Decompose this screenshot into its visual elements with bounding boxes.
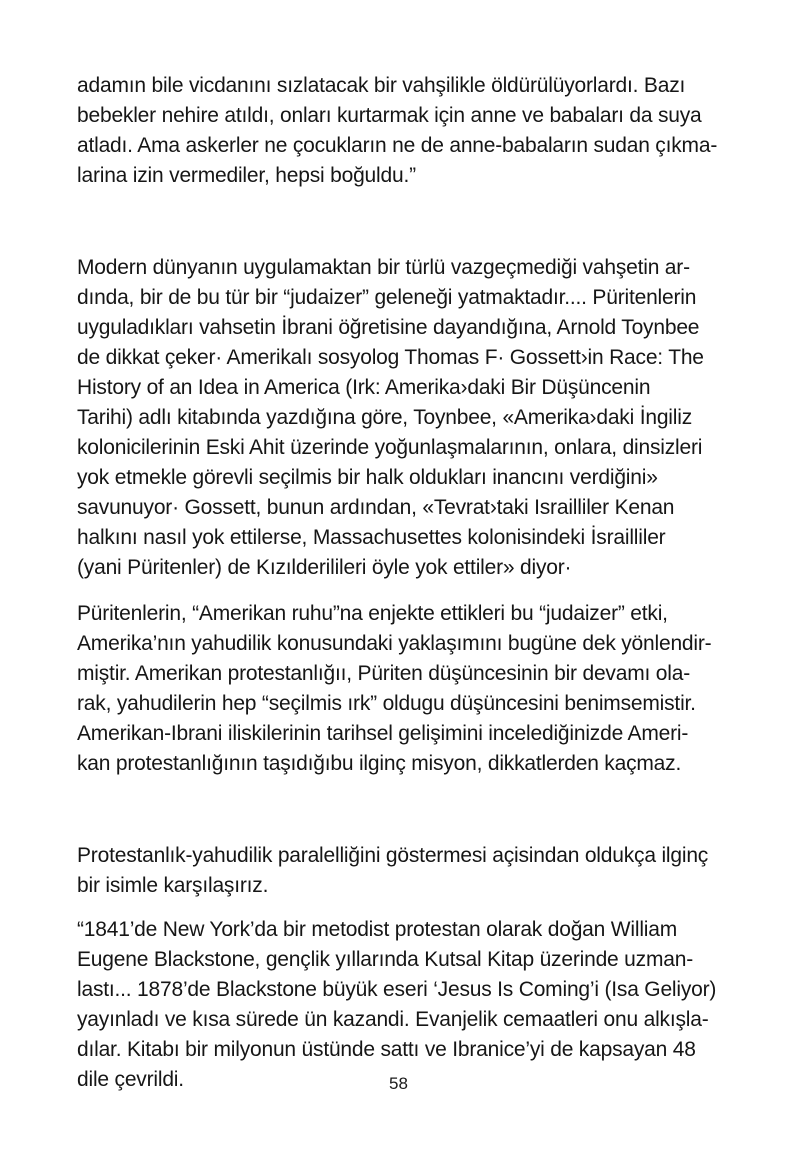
text-line: savunuyor· Gossett, bunun ardından, «Tevrat›taki Israilliler Kenan [77,496,675,519]
paragraph-1 [77,71,739,191]
text-line: Amerikan-Ibrani iliskilerinin tarihsel gelişimini incelediğinizde Ameri- [77,722,689,745]
text-line: adamın bile vicdanını sızlatacak bir vahşilikle öldürülüyorlardı. Bazı [77,74,686,97]
text-line: kolonicilerinin Eski Ahit üzerinde yoğunlaşmalarının, onlara, dinsizleri [77,436,703,459]
text-line: (yani Püritenler) de Kızılderilileri öyle yok ettiler» diyor· [77,556,572,579]
text-line: kan protestanlığının taşıdığıbu ilginç misyon, dikkatlerden kaçmaz. [77,752,682,775]
text-line: dında, bir de bu tür bir “judaizer” geleneği yatmaktadır.... Püritenlerin [77,286,697,309]
page-number: 58 [389,1074,408,1093]
text-line: uyguladıkları vahsetin İbrani öğretisine dayandığına, Arnold Toynbee [77,316,700,339]
text-line: de dikkat çeker· Amerikalı sosyolog Thomas F· Gossett›in Race: The [77,346,704,369]
text-line: History of an Idea in America (Irk: Amerika›daki Bir Düşüncenin [77,376,651,399]
text-line: Eugene Blackstone, gençlik yıllarında Kutsal Kitap üzerinde uzman- [77,948,693,971]
paragraph-4 [77,841,739,901]
page-body [77,71,739,1095]
text-line: dılar. Kitabı bir milyonun üstünde sattı ve Ibranice’yi de kapsayan 48 [77,1038,696,1061]
text-line: bebekler nehire atıldı, onları kurtarmak için anne ve babaları da suya [77,104,702,127]
paragraph-3 [77,599,739,779]
text-line: rak, yahudilerin hep “seçilmis ırk” oldugu düşüncesini benimsemistir. [77,692,696,715]
text-line: miştir. Amerikan protestanlığıı, Püriten düşüncesinin bir devamı ola- [77,662,690,685]
paragraph-5 [77,915,739,1095]
text-line: yok etmekle görevli seçilmis bir halk oldukları inancını verdiğini» [77,466,658,489]
text-line: Tarihi) adlı kitabında yazdığına göre, Toynbee, «Amerika›daki İngiliz [77,406,692,429]
text-line: Protestanlık-yahudilik paralelliğini göstermesi açisindan oldukça ilginç [77,844,709,867]
text-line: halkını nasıl yok ettilerse, Massachusettes kolonisindeki İsrailliler [77,526,666,549]
text-line: Püritenlerin, “Amerikan ruhu”na enjekte ettikleri bu “judaizer” etki, [77,602,668,625]
text-line: lastı... 1878’de Blackstone büyük eseri ‘Jesus Is Coming’i (Isa Geliyor) [77,978,717,1001]
text-line: yayınladı ve kısa sürede ün kazandi. Evanjelik cemaatleri onu alkışla- [77,1008,709,1031]
text-line: Amerika’nın yahudilik konusundaki yaklaşımını bugüne dek yönlendir- [77,632,712,655]
text-line: atladı. Ama askerler ne çocukların ne de anne-babaların sudan çıkma- [77,134,718,157]
text-line: bir isimle karşılaşırız. [77,874,269,897]
text-line: dile çevrildi. [77,1068,184,1091]
text-line: “1841’de New York’da bir metodist protestan olarak doğan William [77,918,678,941]
text-line: larina izin vermediler, hepsi boğuldu.” [77,164,416,187]
paragraph-2 [77,253,739,583]
text-line: Modern dünyanın uygulamaktan bir türlü vazgeçmediği vahşetin ar- [77,256,690,279]
